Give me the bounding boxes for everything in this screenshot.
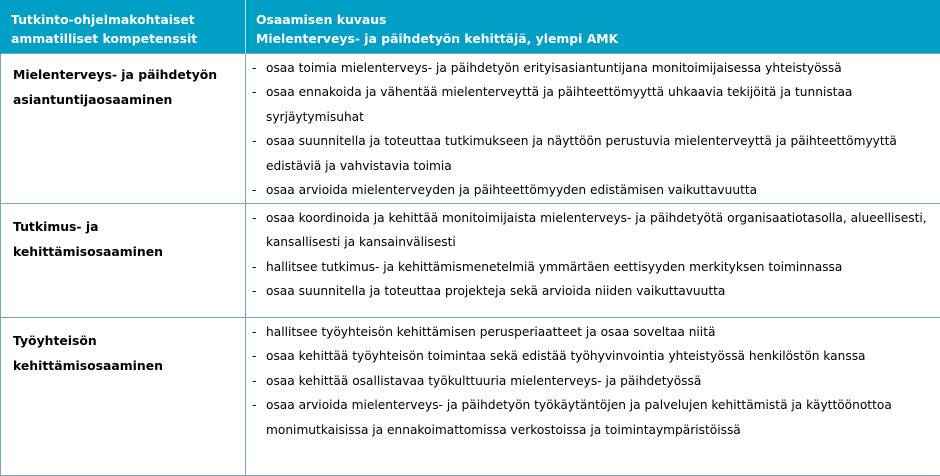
header-description [246,0,940,53]
list-item-text: hallitsee työyhteisön kehittämisen perusperiaatteet ja osaa soveltaa niitä [266,325,715,339]
list-item [252,279,930,304]
list-item-text: osaa ennakoida ja vähentää mielenterveyttä ja päihteettömyyttä uhkaavia tekijöitä ja tunnistaa syrjäytymisuhat [266,85,852,124]
competence-area-label: Tutkimus- ja kehittämisosaaminen [13,219,163,259]
list-item-text: osaa arvioida mielenterveyden ja päihteettömyyden edistämisen vaikuttavuutta [266,183,757,197]
list-item [252,178,930,203]
list-item [252,129,930,178]
table-body [1,53,940,475]
competence-area-label: Mielenterveys- ja päihdetyön asiantuntijaosaaminen [13,67,217,107]
description-list [252,320,930,443]
competence-area [1,53,246,203]
bullet-dash: - [252,393,256,418]
list-item-text: osaa arvioida mielenterveys- ja päihdetyön työkäytäntöjen ja palvelujen kehittämistä ja käyttöönottoa monimutkaisissa ja ennakoimattomissa verkostoissa ja toimintaympäristöissä [266,398,892,437]
competence-area [1,317,246,475]
competence-description [246,53,940,203]
description-list [252,206,930,304]
bullet-dash: - [252,56,256,81]
bullet-dash: - [252,255,256,280]
list-item [252,344,930,369]
competence-area [1,203,246,317]
list-item [252,255,930,280]
competence-description [246,317,940,475]
header-competences-text: Tutkinto-ohjelmakohtaiset ammatilliset kompetenssit [11,12,197,46]
list-item-text: osaa kehittää työyhteisön toimintaa sekä edistää työhyvinvointia yhteistyössä henkilöstön kanssa [266,349,866,363]
competence-description [246,203,940,317]
list-item-text: hallitsee tutkimus- ja kehittämismenetelmiä ymmärtäen eettisyyden merkityksen toiminnassa [266,260,842,274]
list-item [252,56,930,81]
list-item-text: osaa suunnitella ja toteuttaa tutkimukseen ja näyttöön perustuvia mielenterveyttä ja päihteettömyyttä edistäviä ja vahvistavia toimia [266,134,897,173]
header-description-title: Osaamisen kuvaus [256,10,930,29]
list-item [252,393,930,442]
list-item [252,320,930,345]
competence-area-label: Työyhteisön kehittämisosaaminen [13,333,163,373]
list-item [252,369,930,394]
bullet-dash: - [252,279,256,304]
table-header [1,0,940,53]
bullet-dash: - [252,369,256,394]
bullet-dash: - [252,178,256,203]
bullet-dash: - [252,80,256,105]
list-item [252,80,930,129]
list-item-text: osaa kehittää osallistavaa työkulttuuria mielenterveys- ja päihdetyössä [266,374,701,388]
list-item-text: osaa toimia mielenterveys- ja päihdetyön erityisasiantuntijana monitoimijaisessa yhteistyössä [266,61,842,75]
header-competences [1,0,246,53]
bullet-dash: - [252,129,256,154]
description-list [252,56,930,203]
table-row [1,53,940,203]
header-description-subtitle: Mielenterveys- ja päihdetyön kehittäjä, ylempi AMK [256,29,930,48]
list-item-text: osaa koordinoida ja kehittää monitoimijaista mielenterveys- ja päihdetyötä organisaatiotasolla, alueellisesti, kansallisesti ja kansainvälisesti [266,211,927,250]
bullet-dash: - [252,344,256,369]
header-row [1,0,940,53]
table-row [1,203,940,317]
list-item-text: osaa suunnitella ja toteuttaa projekteja sekä arvioida niiden vaikuttavuutta [266,284,725,298]
list-item [252,206,930,255]
table-row [1,317,940,475]
bullet-dash: - [252,206,256,231]
bullet-dash: - [252,320,256,345]
